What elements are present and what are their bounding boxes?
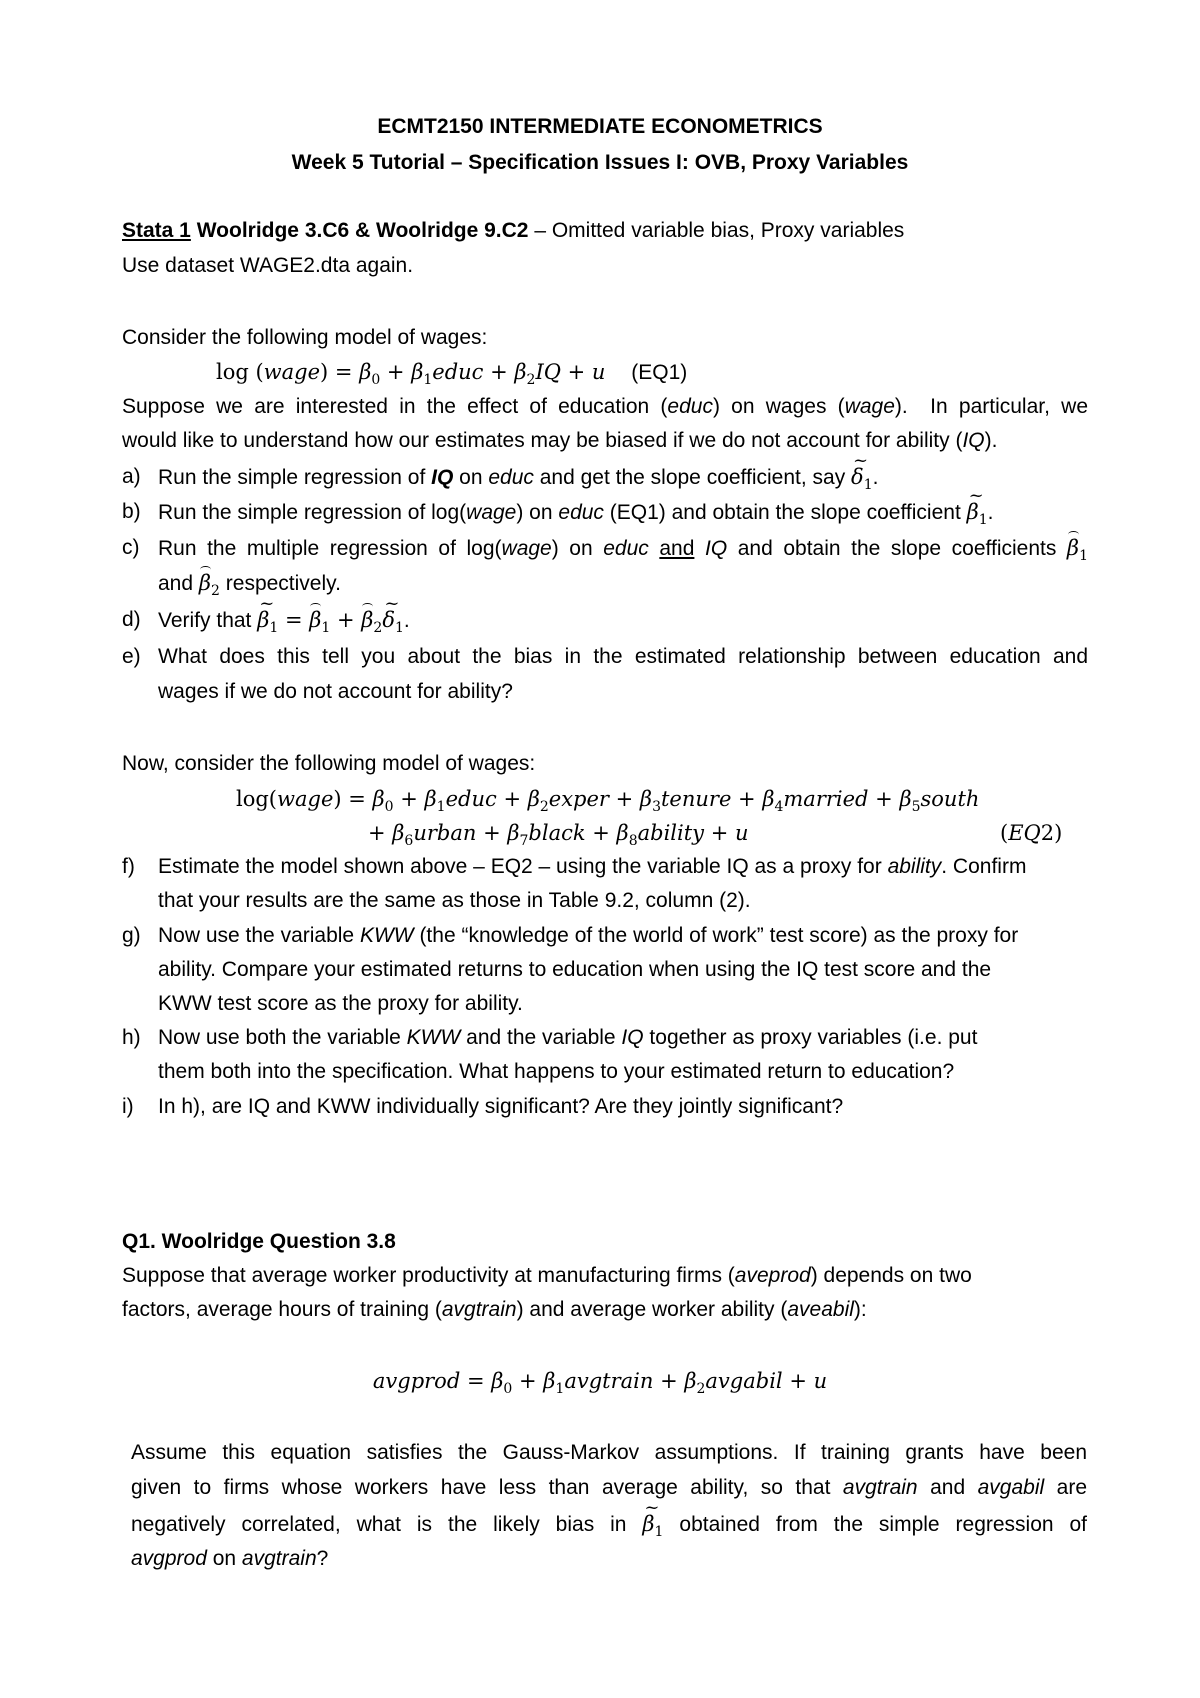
q1-para-line1: Assume this equation satisfies the Gauss-Markov assumptions. If training grants have been (131, 1441, 1087, 1464)
item-c-marker: c) (122, 536, 140, 559)
item-h-line2: them both into the specification. What happens to your estimated return to education? (158, 1060, 955, 1083)
item-a: Run the simple regression of IQ on educ and get the slope coefficient, say ~ $\delta_1$. (158, 462, 878, 500)
course-title: ECMT2150 INTERMEDIATE ECONOMETRICS (377, 115, 823, 138)
item-a-marker: a) (122, 465, 141, 488)
intro-eq2: Now, consider the following model of wages: (122, 752, 536, 775)
item-e-line2: wages if we do not account for ability? (158, 680, 513, 703)
para1-line1: Suppose we are interested in the effect of education (educ) on wages (wage). In particular, we (122, 395, 1089, 418)
item-d-marker: d) (122, 608, 141, 631)
q1-para-line3: negatively correlated, what is the likely bias in ~ $\beta_1$ obtained from the simple regression of (131, 1509, 1087, 1547)
item-d: Verify that ~ $\beta_1 = \beta_1$ + $\beta_2\sim$ $\delta_1$. (158, 605, 410, 643)
stata1-title-rest: – Omitted variable bias, Proxy variables (528, 219, 905, 242)
q1-equation: avgprod = $\beta_0$ + $\beta_1avgtrain$ + $\beta_2avgabil + u$ (372, 1369, 828, 1398)
item-f-line2: that your results are the same as those in Table 9.2, column (2). (158, 889, 751, 912)
intro-eq1: Consider the following model of wages: (122, 326, 488, 349)
q1-title: Q1. Woolridge Question 3.8 (122, 1230, 396, 1253)
item-h-line1: Now use both the variable KWW and the variable IQ together as proxy variables (i.e. put (158, 1026, 978, 1049)
eq1-tag: (EQ1) (631, 361, 688, 384)
item-e-marker: e) (122, 645, 141, 668)
item-c-line1: Run the multiple regression of log(wage) on educ and IQ and obtain the slope coefficients $\beta_1$ (158, 533, 1088, 571)
para1-line2: would like to understand how our estimates may be biased if we do not account for ability (IQ). (122, 429, 998, 452)
item-g-line3: KWW test score as the proxy for ability. (158, 992, 523, 1015)
q1-para-line4: avgprod on avgtrain? (131, 1547, 329, 1570)
equation-eq1: log (wage) = $\beta_0$ + $\beta_1educ + \beta_2IQ + u$ (EQ1) (216, 360, 688, 389)
item-f-marker: f) (122, 855, 135, 878)
tutorial-title: Week 5 Tutorial – Specification Issues I: OVB, Proxy Variables (291, 151, 909, 174)
item-b: Run the simple regression of log(wage) on educ (EQ1) and obtain the slope coefficient ~ $\beta_1$. (158, 497, 994, 535)
stata1-heading (122, 216, 904, 246)
item-g-line1: Now use the variable KWW (the “knowledge of the world of work” test score) as the proxy for (158, 924, 1019, 947)
q1-para-line2: given to firms whose workers have less than average ability, so that avgtrain and avgabil are (131, 1476, 1087, 1499)
item-e-line1: What does this tell you about the bias in the estimated relationship between education and (158, 645, 1088, 668)
item-g-line2: ability. Compare your estimated returns to education when using the IQ test score and the (158, 958, 992, 981)
item-g-marker: g) (122, 924, 141, 947)
stata1-label: Stata 1 (122, 219, 191, 242)
equation-eq2-line1: log(wage) = $\beta_0$ + $\beta_1educ$ + $\beta_2exper$ + $\beta_3tenure$ + $\beta_4married$ + $\beta_5south$ (236, 787, 980, 816)
dataset-line: Use dataset WAGE2.dta again. (122, 254, 414, 277)
item-b-marker: b) (122, 500, 141, 523)
eq2-tag: (EQ2) (1000, 821, 1063, 845)
stata1-title-bold: Woolridge 3.C6 & Woolridge 9.C2 (196, 219, 529, 242)
item-f-line1: Estimate the model shown above – EQ2 – using the variable IQ as a proxy for ability. Confirm (158, 855, 1027, 878)
item-i-marker: i) (122, 1095, 134, 1118)
item-h-marker: h) (122, 1026, 141, 1049)
q1-line2: factors, average hours of training (avgtrain) and average worker ability (aveabil): (122, 1298, 867, 1321)
q1-line1: Suppose that average worker productivity at manufacturing firms (aveprod) depends on two (122, 1264, 972, 1287)
item-i: In h), are IQ and KWW individually significant? Are they jointly significant? (158, 1095, 844, 1118)
item-c-line2: and $\beta_2$ respectively. (158, 568, 341, 606)
equation-eq2-line2: + $\beta_6urban$ + $\beta_7black$ + $\beta_8ability + u$ (368, 821, 749, 850)
